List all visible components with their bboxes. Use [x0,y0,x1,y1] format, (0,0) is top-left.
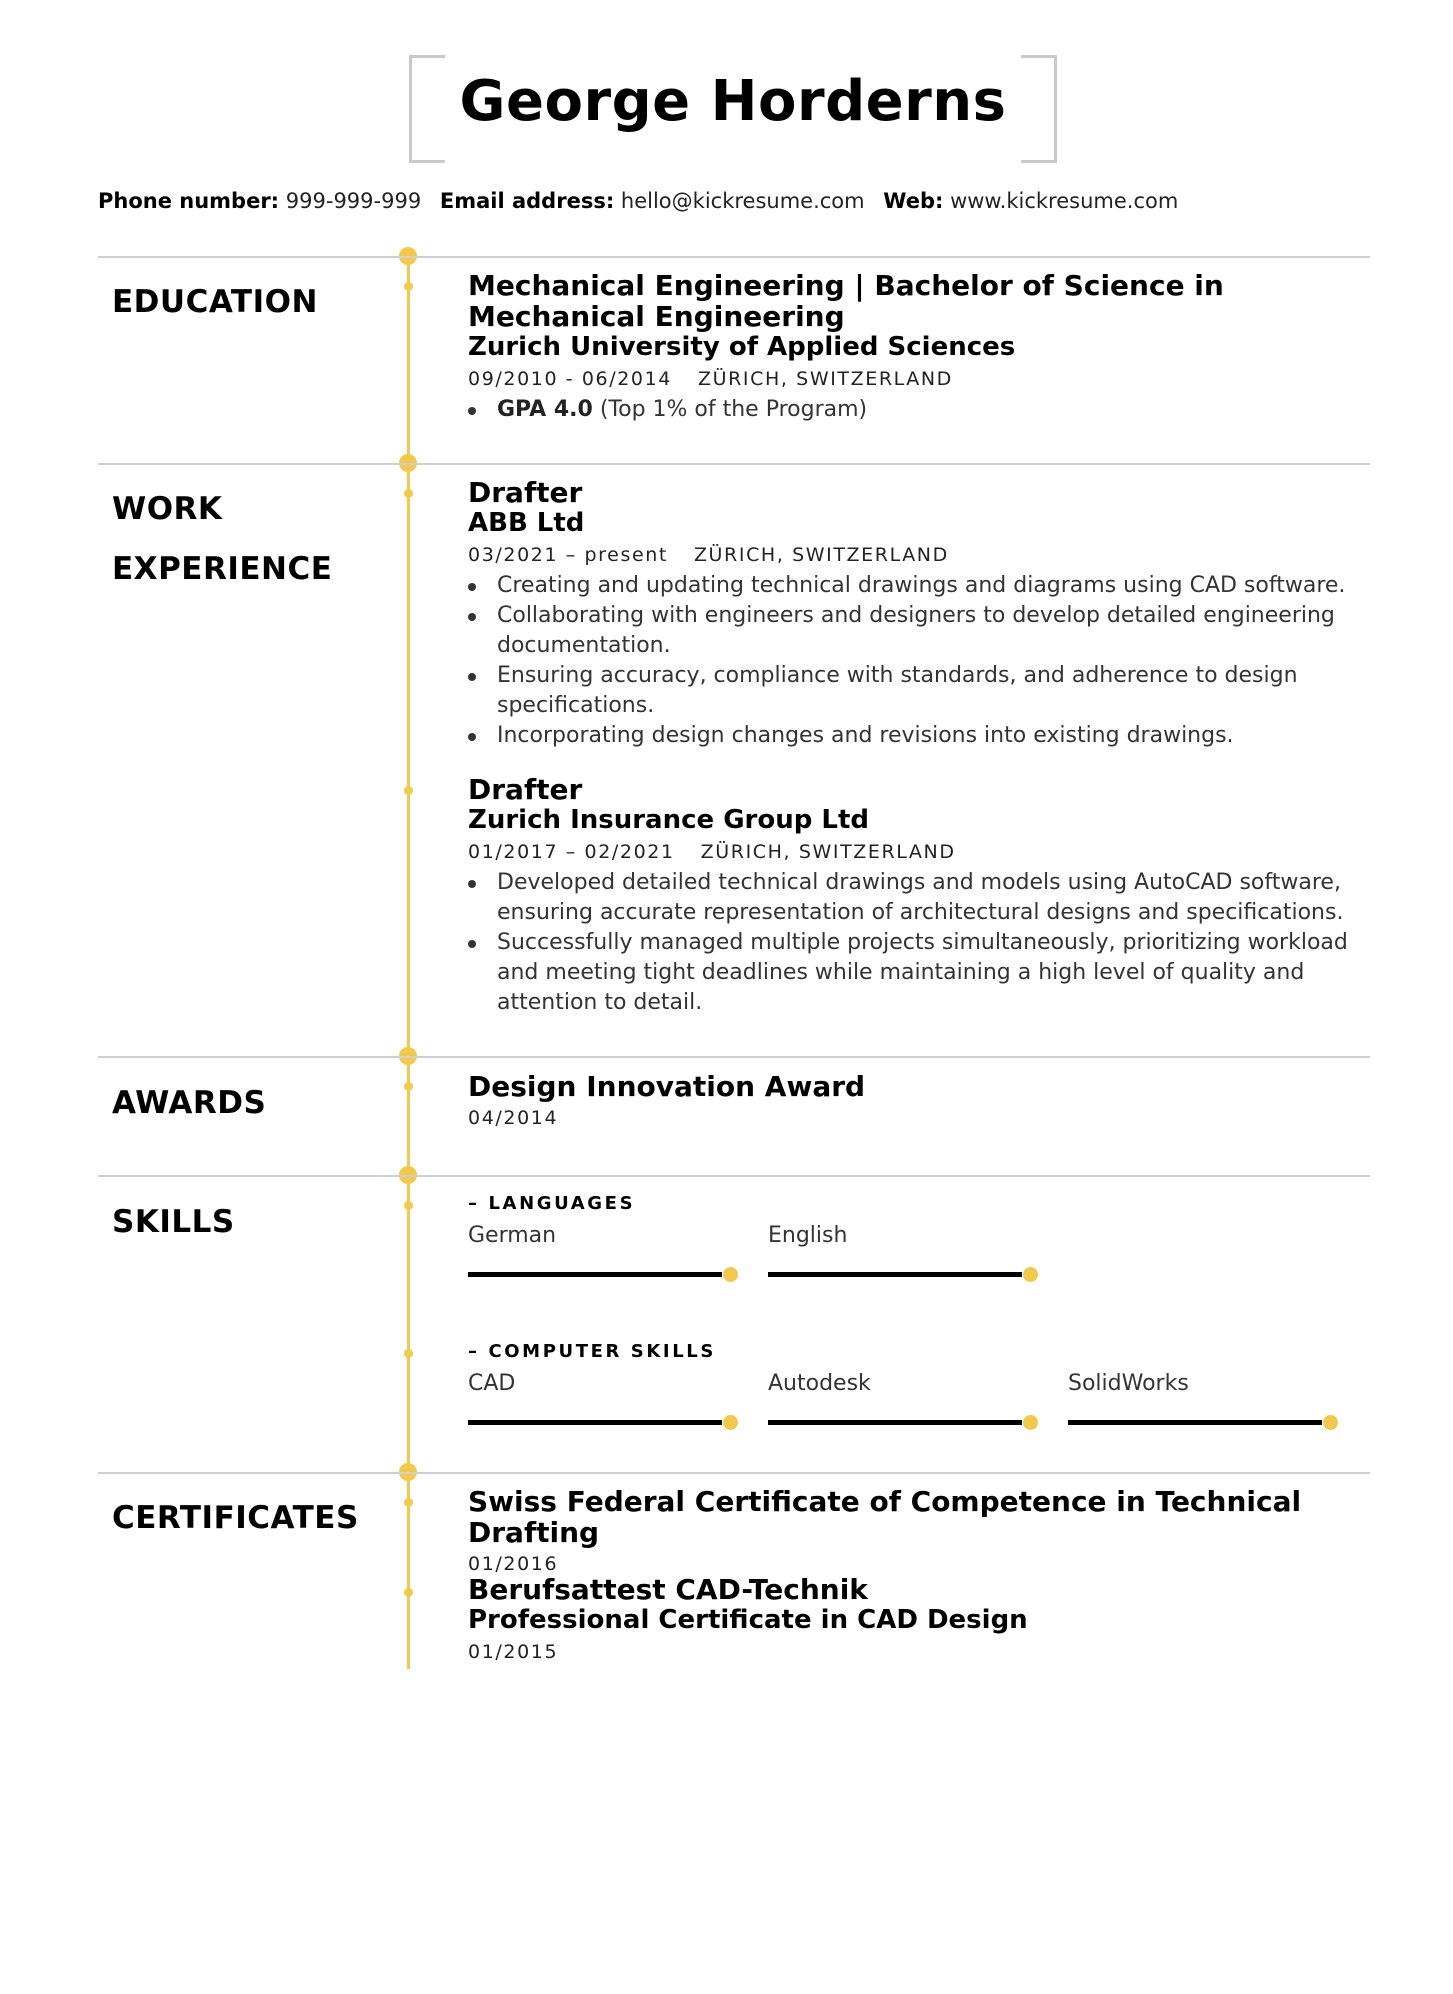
job-entry [468,477,1358,751]
skill-english [768,1222,1036,1250]
job-bullet: Developed detailed technical drawings and models using AutoCAD software, ensuring accurate representation of architectural designs and specifications. [468,868,1358,928]
skill-solidworks [1068,1370,1336,1398]
job-dates: 03/2021 – present [468,544,668,566]
education-location: ZÜRICH, SWITZERLAND [698,368,953,390]
timeline-dot [404,786,413,795]
education-dates: 09/2010 - 06/2014 [468,368,672,390]
section-divider [98,1472,1370,1474]
languages-category: – LANGUAGES [468,1193,636,1214]
skill-level-knob [723,1415,738,1430]
timeline-dot [404,282,413,291]
skill-level-bar [768,1272,1022,1277]
job-bullets [468,571,1358,751]
degree-title: Mechanical Engineering | Bachelor of Science in Mechanical Engineering [468,269,1224,333]
phone-label: Phone number: [98,189,280,213]
job-bullets [468,868,1358,1018]
section-divider [98,463,1370,465]
job-bullet: Ensuring accuracy, compliance with standards, and adherence to design specifications. [468,661,1358,721]
award-date: 04/2014 [468,1107,559,1129]
certificate-date: 01/2015 [468,1641,559,1663]
email-value[interactable]: hello@kickresume.com [620,189,865,213]
skill-name: CAD [468,1371,516,1396]
timeline-dot [404,1349,413,1358]
skill-name: Autodesk [768,1371,871,1396]
section-divider [98,256,1370,258]
timeline-dot [404,1498,413,1507]
job-bullet: Creating and updating technical drawings and diagrams using CAD software. [468,571,1358,601]
section-divider [98,1175,1370,1177]
gpa-item [468,395,1358,425]
computer-skills-label [468,1341,1358,1362]
job-location: ZÜRICH, SWITZERLAND [693,544,949,566]
gpa-note: (Top 1% of the Program) [592,397,868,422]
job-role: Drafter [468,773,583,806]
awards-heading: AWARDS [112,1085,267,1121]
languages-label [468,1193,1358,1214]
skill-level-knob [1023,1415,1038,1430]
job-bullet: Incorporating design changes and revisions into existing drawings. [468,721,1358,751]
skill-autodesk [768,1370,1036,1398]
timeline-dot [404,489,413,498]
education-heading: EDUCATION [112,284,318,320]
name-frame [409,55,1057,163]
job-location: ZÜRICH, SWITZERLAND [700,841,956,863]
certificate-date: 01/2016 [468,1553,559,1575]
education-meta [468,365,1358,393]
skill-level-bar [1068,1420,1322,1425]
education-entry [468,270,1358,425]
job-company: ABB Ltd [468,508,585,538]
job-bullet: Successfully managed multiple projects simultaneously, prioritizing workload and meeting tight deadlines while maintaining a high level of quality and attention to detail. [468,928,1358,1018]
skill-level-bar [468,1272,722,1277]
job-bullet: Collaborating with engineers and designers to develop detailed engineering documentation. [468,601,1358,661]
skills-heading: SKILLS [112,1204,235,1240]
education-bullets [468,395,1358,425]
timeline-dot [404,1588,413,1597]
skill-level-knob [723,1267,738,1282]
skill-cad [468,1370,736,1398]
computer-skills-category: – COMPUTER SKILLS [468,1341,716,1362]
skill-level-bar [468,1420,722,1425]
skill-level-knob [1023,1267,1038,1282]
award-entry [468,1071,1358,1132]
certificate-entry [468,1486,1358,1578]
award-name: Design Innovation Award [468,1070,866,1103]
work-heading: WORK EXPERIENCE [112,491,333,587]
phone-value: 999-999-999 [285,189,422,213]
candidate-name: George Horderns [459,69,1007,134]
job-dates: 01/2017 – 02/2021 [468,841,675,863]
certificate-entry [468,1574,1358,1666]
skill-name: German [468,1223,557,1248]
certificate-subtitle: Professional Certificate in CAD Design [468,1605,1028,1635]
job-meta [468,838,1358,866]
certificates-heading: CERTIFICATES [112,1500,359,1536]
skill-level-knob [1323,1415,1338,1430]
section-divider [98,1056,1370,1058]
email-label: Email address: [439,189,615,213]
skill-name: English [768,1223,848,1248]
certificate-name: Swiss Federal Certificate of Competence in Technical Drafting [468,1485,1302,1549]
school-name: Zurich University of Applied Sciences [468,332,1016,362]
job-role: Drafter [468,476,583,509]
web-value[interactable]: www.kickresume.com [950,189,1179,213]
web-label: Web: [883,189,944,213]
skill-german [468,1222,736,1250]
job-entry [468,774,1358,1018]
gpa-value: GPA 4.0 [497,397,593,422]
timeline-dot [404,1201,413,1210]
skill-name: SolidWorks [1068,1371,1189,1396]
job-meta [468,541,1358,569]
skill-level-bar [768,1420,1022,1425]
job-company: Zurich Insurance Group Ltd [468,805,870,835]
certificate-name: Berufsattest CAD-Technik [468,1573,868,1606]
contact-line [98,189,1178,213]
timeline-dot [404,1082,413,1091]
